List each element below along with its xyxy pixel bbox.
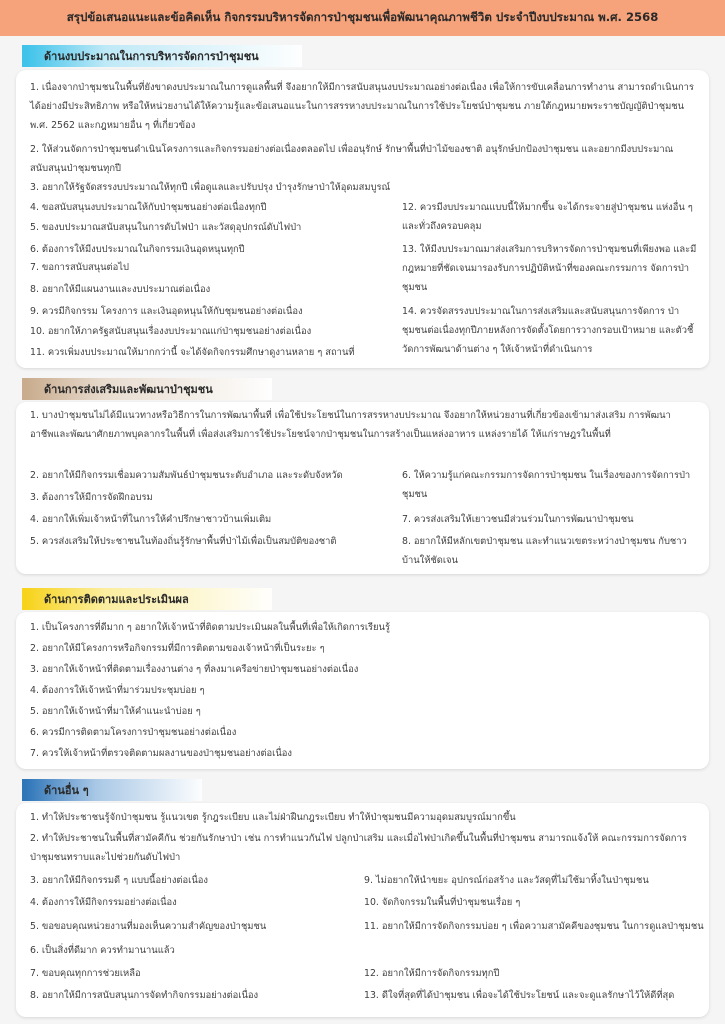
budget-item-9: 9. ควรมีกิจกรรม โครงการ และเงินอุดหนุนให้กับชุมชนอย่างต่อเนื่อง (30, 306, 303, 317)
other-item-5: 5. ขอขอบคุณหน่วยงานที่มองเห็นความสำคัญของป่าชุมชน (30, 921, 267, 932)
other-item-7: 7. ขอบคุณทุกการช่วยเหลือ (30, 968, 141, 979)
section-title-promotion: ด้านการส่งเสริมและพัฒนาป่าชุมชน (44, 383, 213, 396)
promotion-item-6: 6. ให้ความรู้แก่คณะกรรมการจัดการป่าชุมชน ในเรื่องของการจัดการป่าชุมชน (402, 470, 691, 500)
other-item-6: 6. เป็นสิ่งที่ดีมาก ควรทำมานานแล้ว (30, 945, 175, 956)
budget-item-8: 8. อยากให้มีแผนงานและงบประมาณต่อเนื่อง (30, 284, 211, 295)
other-item-12: 12. อยากให้มีการจัดกิจกรรมทุกปี (364, 968, 500, 979)
promotion-item-5: 5. ควรส่งเสริมให้ประชาชนในท้องถิ่นรู้รักษาพื้นที่ป่าไม้เพื่อเป็นสมบัติของชาติ (30, 536, 337, 547)
promotion-item-3: 3. ต้องการให้มีการจัดฝึกอบรม (30, 492, 153, 503)
budget-item-4: 4. ขอสนับสนุนงบประมาณให้กับป่าชุมชนอย่างต่อเนื่องทุกปี (30, 202, 267, 213)
section-title-other: ด้านอื่น ๆ (44, 784, 89, 797)
section-header-promotion (22, 378, 272, 400)
monitoring-item-1: 1. เป็นโครงการที่ดีมาก ๆ อยากให้เจ้าหน้าที่ติดตามประเมินผลในพื้นที่เพื่อให้เกิดการเรียนรู้ (30, 622, 390, 633)
section-title-monitoring: ด้านการติดตามและประเมินผล (44, 593, 189, 606)
promotion-item-4: 4. อยากให้เพิ่มเจ้าหน้าที่ในการให้คำปรึกษาชาวบ้านเพิ่มเติม (30, 514, 272, 525)
budget-item-2: 2. ให้ส่วนจัดการป่าชุมชนดำเนินโครงการและกิจกรรมอย่างต่อเนื่องตลอดไป เพื่ออนุรักษ์ รักษาพื้นที่ป่าไม้ของชาติ อนุรักษ์ปกป้องป่าชุมชน และอยากมีงบประมาณสนับสนุนป่าชุมชนทุกปี (30, 144, 674, 174)
other-item-10: 10. จัดกิจกรรมในพื้นที่ป่าชุมชนเรื่อย ๆ (364, 897, 521, 908)
budget-item-12: 12. ควรมีงบประมาณแบบนี้ให้มากขึ้น จะได้กระจายสู่ป่าชุมชน แห่งอื่น ๆ และทั่วถึงครอบคลุม (402, 202, 693, 232)
budget-item-5: 5. ของบประมาณสนับสนุนในการดับไฟป่า และวัสดุอุปกรณ์ดับไฟป่า (30, 222, 302, 233)
budget-item-11: 11. ควรเพิ่มงบประมาณให้มากกว่านี้ จะได้จัดกิจกรรมศึกษาดูงานหลาย ๆ สถานที่ (30, 347, 355, 358)
section-header-other (22, 779, 202, 801)
promotion-item-1: 1. บางป่าชุมชนไม่ได้มีแนวทางหรือวิธีการในการพัฒนาพื้นที่ เพื่อใช้ประโยชน์ในการสรรหางบประมาณ จึงอยากให้หน่วยงานที่เกี่ยวข้องเข้ามาส่งเสริม การพัฒนาอาชีพและพัฒนาศักยภาพบุคลากรในพื้นที่ เพื่อส่งเสริมการใช้ประโยชน์จากป่าชุมชนในการสร้างเป็นแหล่งอาหาร แหล่งรายได้ ให้แก่ราษฎรในพื้นที่ (30, 410, 671, 440)
budget-item-1: 1. เนื่องจากป่าชุมชนในพื้นที่ยังขาดงบประมาณในการดูแลพื้นที่ จึงอยากให้มีการสนับสนุนงบประมาณอย่างต่อเนื่อง เพื่อให้การขับเคลื่อนการทำงาน สามารถดำเนินการได้อย่างมีประสิทธิภาพ หรือให้หน่วยงานได้ให้ความรู้และข้อเสนอแนะในการสรรหางบประมาณในการใช้ประโยชน์ป่าชุมชน ภายใต้กฎหมายพระราชบัญญัติป่าชุมชน พ.ศ. 2562 และกฎหมายอื่น ๆ ที่เกี่ยวข้อง (30, 82, 694, 131)
budget-item-14: 14. ควรจัดสรรงบประมาณในการส่งเสริมและสนับสนุนการจัดการ ป่าชุมชนต่อเนื่องทุกปีภายหลังการจัดตั้งโดยการวางกรอบเป้าหมาย และตัวชี้วัดการพัฒนาด้านต่าง ๆ ให้เจ้าหน้าที่ดำเนินการ (402, 306, 694, 355)
other-item-8: 8. อยากให้มีการสนับสนุนการจัดทำกิจกรรมอย่างต่อเนื่อง (30, 990, 259, 1001)
section-card-other (16, 803, 709, 1017)
section-header-monitoring (22, 588, 272, 610)
other-item-2: 2. ทำให้ประชาชนในพื้นที่สามัคคีกัน ช่วยกันรักษาป่า เช่น การทำแนวกันไฟ ปลูกป่าเสริม และเมื่อไฟป่าเกิดขึ้นในพื้นที่ป่าชุมชน สามารถแจ้งให้ คณะกรรมการจัดการป่าชุมชนทราบและไปช่วยกันดับไฟป่า (30, 833, 687, 863)
budget-item-7: 7. ขอการสนับสนุนต่อไป (30, 262, 129, 273)
section-card-budget (16, 70, 709, 368)
other-item-9: 9. ไม่อยากให้นำขยะ อุปกรณ์ก่อสร้าง และวัสดุที่ไม่ใช้มาทิ้งในป่าชุมชน (364, 875, 649, 886)
other-item-13: 13. ดีใจที่สุดที่ได้ป่าชุมชน เพื่อจะได้ใช้ประโยชน์ และจะดูแลรักษาไว้ให้ดีที่สุด (364, 990, 675, 1001)
promotion-item-2: 2. อยากให้มีกิจกรรมเชื่อมความสัมพันธ์ป่าชุมชนระดับอำเภอ และระดับจังหวัด (30, 470, 343, 481)
monitoring-item-4: 4. ต้องการให้เจ้าหน้าที่มาร่วมประชุมบ่อย ๆ (30, 685, 205, 696)
monitoring-item-5: 5. อยากให้เจ้าหน้าที่มาให้คำแนะนำบ่อย ๆ (30, 706, 201, 717)
title-bar (0, 0, 725, 36)
monitoring-item-7: 7. ควรให้เจ้าหน้าที่ตรวจติดตามผลงานของป่าชุมชนอย่างต่อเนื่อง (30, 748, 292, 759)
promotion-item-7: 7. ควรส่งเสริมให้เยาวชนมีส่วนร่วมในการพัฒนาป่าชุมชน (402, 514, 634, 525)
monitoring-item-3: 3. อยากให้เจ้าหน้าที่ติดตามเรื่องงานต่าง ๆ ที่ลงมาเครือข่ายป่าชุมชนอย่างต่อเนื่อง (30, 664, 359, 675)
other-item-1: 1. ทำให้ประชาชนรู้จักป่าชุมชน รู้แนวเขต รู้กฎระเบียบ และไม่ฝ่าฝืนกฎระเบียบ ทำให้ป่าชุมชนมีความอุดมสมบูรณ์มากขึ้น (30, 812, 516, 823)
budget-item-6: 6. ต้องการให้มีงบประมาณในกิจกรรมเงินอุดหนุนทุกปี (30, 244, 245, 255)
page-title: สรุปข้อเสนอแนะและข้อคิดเห็น กิจกรรมบริหารจัดการป่าชุมชนเพื่อพัฒนาคุณภาพชีวิต ประจำปีงบประมาณ พ.ศ. 2568 (66, 10, 659, 24)
other-item-3: 3. อยากให้มีกิจกรรมดี ๆ แบบนี้อย่างต่อเนื่อง (30, 875, 208, 886)
other-item-4: 4. ต้องการให้มีกิจกรรมอย่างต่อเนื่อง (30, 897, 177, 908)
promotion-item-8: 8. อยากให้มีหลักเขตป่าชุมชน และทำแนวเขตระหว่างป่าชุมชน กับชาวบ้านให้ชัดเจน (402, 536, 687, 566)
section-title-budget: ด้านงบประมาณในการบริหารจัดการป่าชุมชน (44, 50, 259, 63)
budget-item-10: 10. อยากให้ภาครัฐสนับสนุนเรื่องงบประมาณแก่ป่าชุมชนอย่างต่อเนื่อง (30, 326, 312, 337)
other-item-11: 11. อยากให้มีการจัดกิจกรรมบ่อย ๆ เพื่อความสามัคคีของชุมชน ในการดูแลป่าชุมชน (364, 921, 704, 932)
budget-item-13: 13. ให้มีงบประมาณมาส่งเสริมการบริหารจัดการป่าชุมชนที่เพียงพอ และมีกฎหมายที่ชัดเจนมารองรับการปฏิบัติหน้าที่ของคณะกรรมการ จัดการป่าชุมชน (402, 244, 697, 293)
monitoring-item-2: 2. อยากให้มีโครงการหรือกิจกรรมที่มีการติดตามของเจ้าหน้าที่เป็นระยะ ๆ (30, 643, 325, 654)
section-card-promotion (16, 402, 709, 574)
section-card-monitoring (16, 612, 709, 769)
section-header-budget (22, 45, 302, 67)
monitoring-item-6: 6. ควรมีการติดตามโครงการป่าชุมชนอย่างต่อเนื่อง (30, 727, 237, 738)
budget-item-3: 3. อยากให้รัฐจัดสรรงบประมาณให้ทุกปี เพื่อดูแลและปรับปรุง บำรุงรักษาป่าให้อุดมสมบูรณ์ (30, 182, 391, 193)
